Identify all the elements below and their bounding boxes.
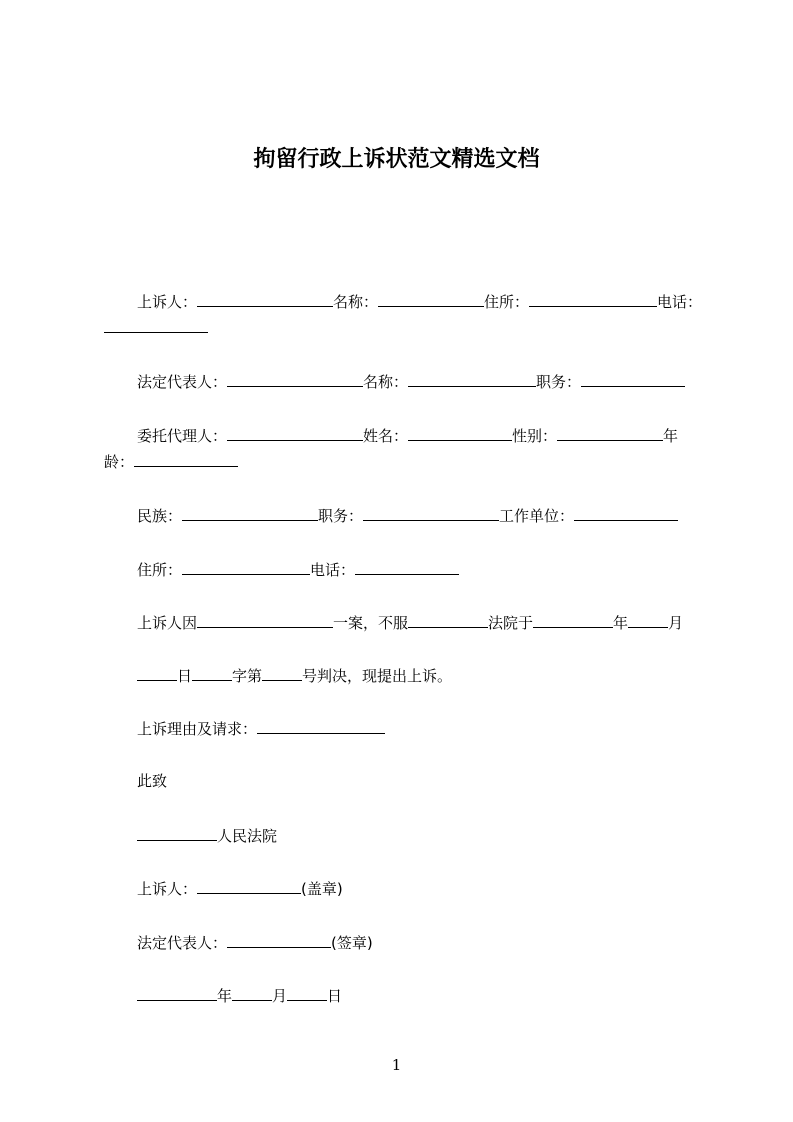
- blank-zi[interactable]: [192, 666, 232, 681]
- blank-position-2[interactable]: [363, 506, 499, 521]
- label-name: 名称：: [363, 373, 409, 391]
- label-gender: 性别：: [512, 427, 558, 445]
- label-legal-rep: 法定代表人：: [137, 934, 228, 952]
- label-month: 月: [668, 614, 684, 632]
- blank-agent[interactable]: [227, 426, 363, 441]
- appellant-line: [137, 292, 702, 311]
- page-number: 1: [391, 1056, 402, 1074]
- blank-phone[interactable]: [104, 318, 208, 333]
- label-appellant: 上诉人：: [137, 880, 198, 898]
- label-seal: (盖章): [301, 880, 343, 898]
- label-case-3: 法院于: [488, 614, 534, 632]
- blank-surname[interactable]: [408, 426, 512, 441]
- appellant-seal-line: [137, 879, 343, 898]
- legal-rep-sign-line: [137, 933, 373, 952]
- label-residence: 住所：: [484, 293, 530, 311]
- label-judgment: 号判决，现提出上诉。: [302, 667, 453, 685]
- label-appellant: 上诉人：: [137, 293, 198, 311]
- blank-case[interactable]: [197, 613, 333, 628]
- blank-month[interactable]: [628, 613, 668, 628]
- blank-court-origin[interactable]: [408, 613, 488, 628]
- date-line: [137, 986, 342, 1005]
- label-case-1: 上诉人因: [137, 614, 198, 632]
- blank-position[interactable]: [581, 372, 685, 387]
- label-zi-di: 字第: [232, 667, 263, 685]
- label-court: 人民法院: [217, 827, 278, 845]
- appellant-phone-line: [104, 318, 208, 337]
- label-sign: (签章): [331, 934, 373, 952]
- blank-year[interactable]: [533, 613, 613, 628]
- label-age-1: 年: [663, 427, 679, 445]
- blank-name-2[interactable]: [408, 372, 536, 387]
- label-residence: 住所：: [137, 561, 183, 579]
- cizhi-line: [137, 772, 167, 790]
- label-position: 职务：: [318, 507, 364, 525]
- ethnicity-line: [137, 506, 678, 525]
- blank-name[interactable]: [378, 292, 484, 307]
- label-phone: 电话：: [657, 293, 703, 311]
- label-day: 日: [327, 987, 343, 1005]
- reasons-line: [137, 719, 385, 738]
- label-day: 日: [177, 667, 193, 685]
- blank-date-year[interactable]: [137, 986, 217, 1001]
- label-year: 年: [217, 987, 233, 1005]
- legal-rep-line: [137, 372, 685, 391]
- label-phone: 电话：: [310, 561, 356, 579]
- document-title: 拘留行政上诉状范文精选文档: [253, 147, 540, 172]
- label-legal-rep: 法定代表人：: [137, 373, 228, 391]
- label-reasons: 上诉理由及请求：: [137, 720, 258, 738]
- blank-residence[interactable]: [529, 292, 657, 307]
- blank-number[interactable]: [262, 666, 302, 681]
- label-name: 名称：: [333, 293, 379, 311]
- label-agent: 委托代理人：: [137, 427, 228, 445]
- agent-age-line: [104, 452, 238, 471]
- blank-residence-2[interactable]: [182, 560, 310, 575]
- blank-day[interactable]: [137, 666, 177, 681]
- blank-court[interactable]: [137, 826, 217, 841]
- label-surname: 姓名：: [363, 427, 409, 445]
- label-age-2: 龄：: [104, 453, 135, 471]
- blank-legal-rep-sign[interactable]: [227, 933, 331, 948]
- court-line: [137, 826, 277, 845]
- blank-appellant[interactable]: [197, 292, 333, 307]
- blank-legal-rep[interactable]: [227, 372, 363, 387]
- blank-reasons[interactable]: [257, 719, 385, 734]
- blank-date-day[interactable]: [287, 986, 327, 1001]
- label-year: 年: [613, 614, 629, 632]
- label-ethnicity: 民族：: [137, 507, 183, 525]
- label-cizhi: 此致: [137, 772, 168, 790]
- residence-line: [137, 560, 459, 579]
- blank-ethnicity[interactable]: [182, 506, 318, 521]
- blank-gender[interactable]: [557, 426, 663, 441]
- blank-appellant-seal[interactable]: [197, 879, 301, 894]
- case-line: [137, 613, 683, 632]
- label-work-unit: 工作单位：: [499, 507, 575, 525]
- blank-age[interactable]: [134, 452, 238, 467]
- blank-work-unit[interactable]: [574, 506, 678, 521]
- label-position: 职务：: [536, 373, 582, 391]
- label-month: 月: [272, 987, 288, 1005]
- judgment-line: [137, 666, 452, 685]
- label-case-2: 一案，不服: [333, 614, 409, 632]
- blank-date-month[interactable]: [232, 986, 272, 1001]
- agent-line: [137, 426, 678, 445]
- blank-phone-2[interactable]: [355, 560, 459, 575]
